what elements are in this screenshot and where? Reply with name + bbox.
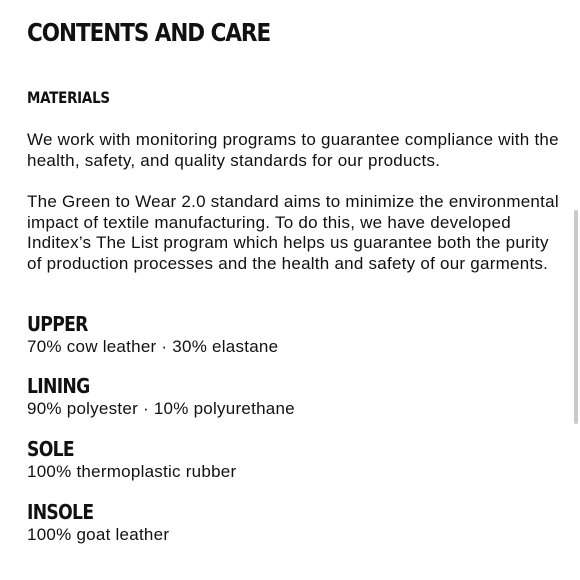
component-insole: [27, 500, 547, 545]
component-lining: [27, 374, 547, 419]
page-title: CONTENTS AND CARE: [27, 18, 271, 47]
component-sole: [27, 437, 547, 482]
vertical-scrollbar[interactable]: [574, 210, 578, 424]
materials-paragraph-green-to-wear: The Green to Wear 2.0 standard aims to minimize the environmental impact of textile manufacturing. To do this, we have developed Inditex’s The List program which helps us guarantee both the purity of production processes and the health and safety of our garments.: [27, 192, 559, 273]
component-upper: [27, 312, 547, 357]
component-composition: 70% cow leather · 30% elastane: [27, 337, 279, 356]
component-name: SOLE: [27, 437, 74, 461]
component-name: INSOLE: [27, 500, 94, 524]
component-composition: 100% thermoplastic rubber: [27, 462, 237, 481]
component-name: UPPER: [27, 312, 88, 336]
component-name: LINING: [27, 374, 90, 398]
component-composition: 90% polyester · 10% polyurethane: [27, 399, 295, 418]
component-composition: 100% goat leather: [27, 525, 170, 544]
materials-heading: MATERIALS: [27, 88, 110, 107]
materials-paragraph-compliance: We work with monitoring programs to guarantee compliance with the health, safety, and quality standards for our products.: [27, 130, 559, 170]
